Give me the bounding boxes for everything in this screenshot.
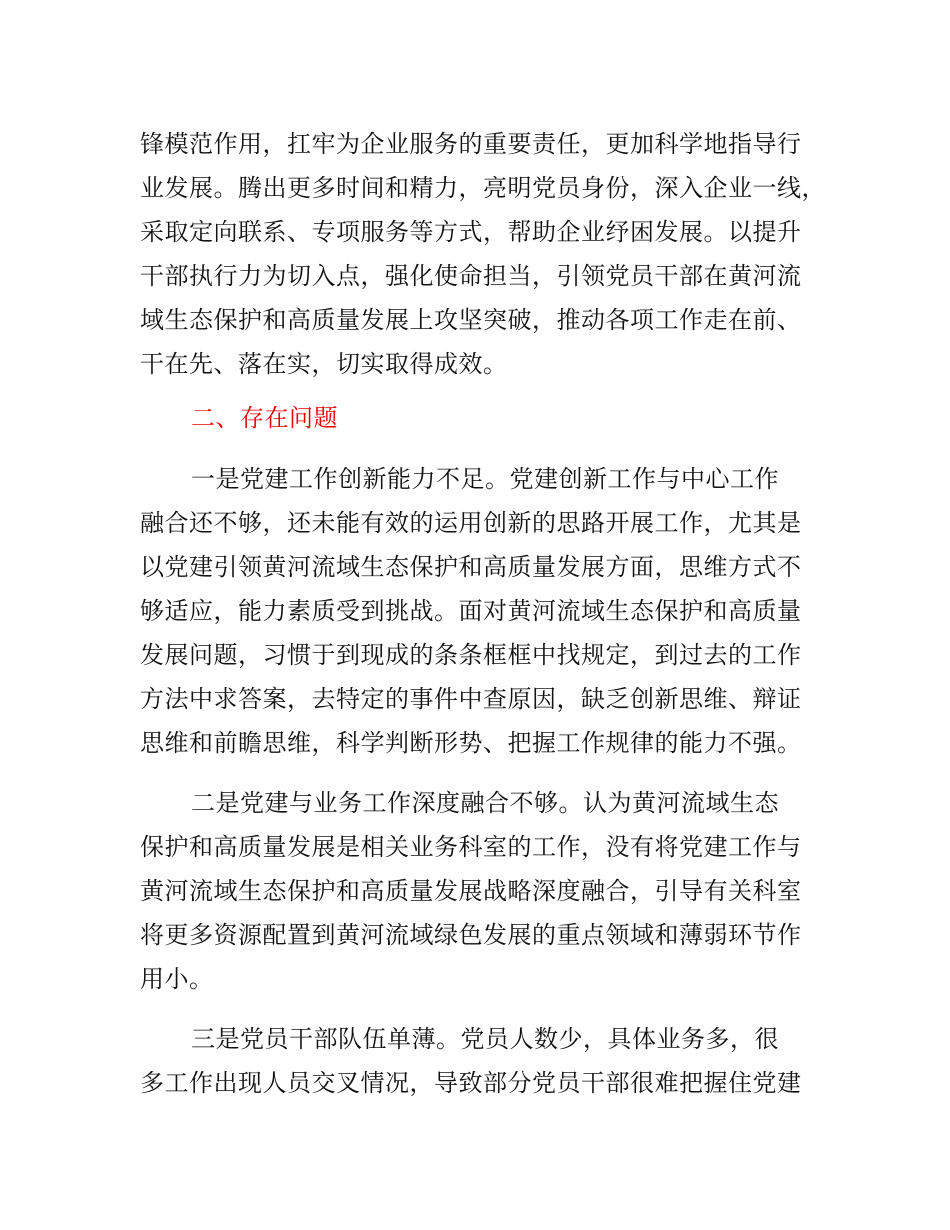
paragraph-line: 黄河流域生态保护和高质量发展战略深度融合，引导有关科室 (140, 877, 802, 905)
paragraph-line: 思维和前瞻思维，科学判断形势、把握工作规律的能力不强。 (140, 729, 802, 757)
paragraph-line: 锋模范作用，扛牢为企业服务的重要责任，更加科学地指导行 (140, 130, 802, 158)
paragraph-first-line: 二是党建与业务工作深度融合不够。认为黄河流域生态 (191, 789, 779, 817)
paragraph-first-line: 一是党建工作创新能力不足。党建创新工作与中心工作 (191, 465, 779, 493)
paragraph-line: 融合还不够，还未能有效的运用创新的思路开展工作，尤其是 (140, 509, 802, 537)
paragraph-line: 将更多资源配置到黄河流域绿色发展的重点领域和薄弱环节作 (140, 921, 802, 949)
paragraph-line: 多工作出现人员交叉情况，导致部分党员干部很难把握住党建 (140, 1069, 802, 1097)
paragraph-line: 干部执行力为切入点，强化使命担当，引领党员干部在黄河流 (140, 262, 802, 290)
paragraph-line: 以党建引领黄河流域生态保护和高质量发展方面，思维方式不 (140, 553, 802, 581)
paragraph-line: 方法中求答案，去特定的事件中查原因，缺乏创新思维、辩证 (140, 685, 802, 713)
paragraph-line: 保护和高质量发展是相关业务科室的工作，没有将党建工作与 (140, 833, 802, 861)
paragraph-line: 用小。 (140, 965, 214, 993)
paragraph-first-line: 三是党员干部队伍单薄。党员人数少，具体业务多，很 (191, 1025, 779, 1053)
paragraph-line: 发展问题，习惯于到现成的条条框框中找规定，到过去的工作 (140, 641, 802, 669)
paragraph-line: 干在先、落在实，切实取得成效。 (140, 350, 508, 378)
paragraph-line: 业发展。腾出更多时间和精力，亮明党员身份，深入企业一线， (140, 174, 826, 202)
paragraph-line: 域生态保护和高质量发展上攻坚突破，推动各项工作走在前、 (140, 306, 802, 334)
paragraph-line: 够适应，能力素质受到挑战。面对黄河流域生态保护和高质量 (140, 597, 802, 625)
paragraph-line: 采取定向联系、专项服务等方式，帮助企业纾困发展。以提升 (140, 218, 802, 246)
section-heading: 二、存在问题 (191, 404, 338, 432)
